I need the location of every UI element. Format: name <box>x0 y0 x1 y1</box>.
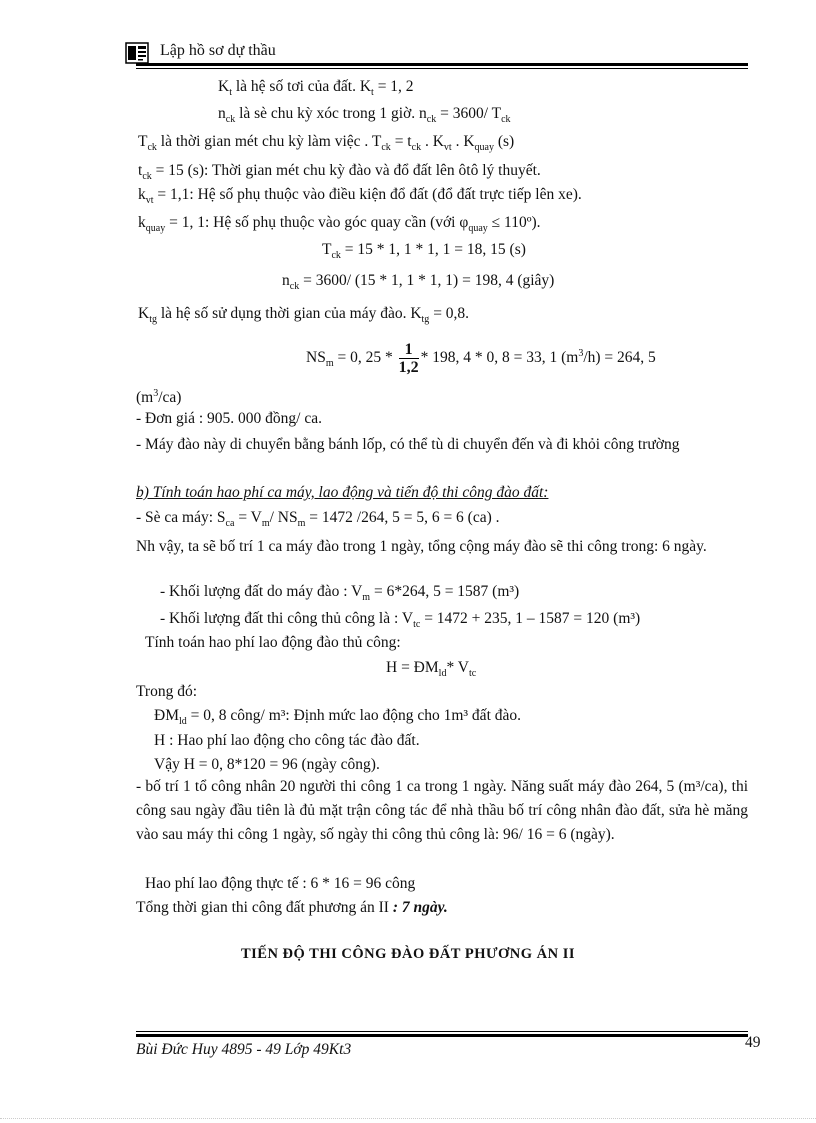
text-line: Tổng thời gian thi công đất phương án II : 7 ngày. <box>136 899 448 916</box>
text-line: - Đơn giá : 905. 000 đồng/ ca. <box>136 410 322 427</box>
section-heading: b) Tính toán hao phí ca máy, lao động và tiến độ thi công đào đất: <box>136 484 549 501</box>
text-line: Vậy H = 0, 8*120 = 96 (ngày công). <box>154 756 380 773</box>
equation-line: $H = ĐM_{ld}*$ $V_{tc}$ <box>386 659 477 679</box>
text-line: $T_{ck}$ là thời gian mét chu kỳ làm việc . $T_{ck} = t_{ck}$ . $K_{vt}$ . $K_{quay}$ (s) <box>138 133 515 153</box>
footer-rule-thin <box>136 1031 748 1032</box>
equation-line: $T_{ck} = 15 * 1$, 1 * 1, 1 = 18, 15 (s) <box>322 241 526 261</box>
header-rule-thick <box>136 63 748 66</box>
text-line: H : Hao phí lao động cho công tác đào đất. <box>154 732 420 749</box>
text-line: - Khối lượng đất do máy đào : $V_m = 6*264$, 5 = 1587 (m³) <box>160 583 520 603</box>
text-line: $k_{vt} = 1,1$: Hệ số phụ thuộc vào điều kiện đổ đất (đổ đất trực tiếp lên xe). <box>138 186 582 206</box>
text-line: Tính toán hao phí lao động đào thủ công: <box>145 634 401 651</box>
text-line: $ĐM_{ld} = 0$, 8 công/ m³: Định mức lao động cho 1m³ đất đào. <box>154 707 521 727</box>
productivity-equation: $NS_m = 0$, 25 * $\frac{1}{1,2}$ * 198, 4 * 0, 8 = 33, 1 $(m^3/h) = 264$, 5 <box>306 340 656 376</box>
footer-author: Bùi Đức Huy 4895 - 49 Lớp 49Kt3 <box>136 1041 352 1058</box>
equation-line: $n_{ck} = 3600/$ (15 * 1, 1 * 1, 1) = 198, 4 (giây) <box>282 272 555 292</box>
header-rule-thin <box>136 68 748 69</box>
text-line: Hao phí lao động thực tế : 6 * 16 = 96 công <box>145 875 416 892</box>
section-title: TIẾN ĐỘ THI CÔNG ĐÀO ĐẤT PHƯƠNG ÁN II <box>240 946 576 962</box>
page-edge <box>0 1118 816 1119</box>
text-line: Trong đó: <box>136 683 198 700</box>
text-line: $K_t$ là hệ số tơi của đất. $K_t = 1$, 2 <box>218 78 414 98</box>
text-line: - Khối lượng đất thi công thủ công là : $V_{tc} = 1472 + 235$, 1 – 1587 = 120 (m³) <box>160 610 641 630</box>
page-number: 49 <box>745 1034 761 1051</box>
text-line: - Sè ca máy: $S_{ca} = V_m/$ $NS_m = 1472$ /264, 5 = 5, 6 = 6 (ca) . <box>136 509 500 529</box>
paragraph: Nh vậy, ta sẽ bố trí 1 ca máy đào trong 1 ngày, tổng cộng máy đào sẽ thi công trong: 6 ngày. <box>136 538 707 555</box>
paragraph: - bố trí 1 tổ công nhân 20 người thi công 1 ca trong 1 ngày. Năng suất máy đào 264, 5 (m³/ca), thi công sau ngày đầu tiên là đủ mặt trận công tác để nhà thầu bố trí công nhân đào đất, sửa hè măng vào sau máy thi công 1 ngày, số ngày thi công thủ công là: 96/ 16 = 6 (ngày). <box>136 778 748 843</box>
text-line: $k_{quay} = 1$, 1: Hệ số phụ thuộc vào góc quay cần (với $\varphi_{quay}$ ≤ 110º). <box>138 214 541 234</box>
header-title: Lập hồ sơ dự thầu <box>160 42 276 59</box>
text-line: $K_{tg}$ là hệ số sử dụng thời gian của máy đào. $K_{tg} = 0,8$. <box>138 305 470 325</box>
paragraph: - Máy đào này di chuyển bằng bánh lốp, có thể tù di chuyển đến và đi khỏi công trường <box>136 436 680 453</box>
text-line: $(m^3/ca)$ <box>136 388 182 406</box>
text-line: $t_{ck} = 15$ (s): Thời gian mét chu kỳ đào và đổ đất lên ôtô lý thuyết. <box>138 162 541 182</box>
footer-rule-thick <box>136 1034 748 1037</box>
text-line: $n_{ck}$ là sè chu kỳ xóc trong 1 giờ. $n_{ck} = 3600/$ $T_{ck}$ <box>218 105 511 125</box>
fraction: $\frac{1}{1,2}$ <box>398 340 419 376</box>
